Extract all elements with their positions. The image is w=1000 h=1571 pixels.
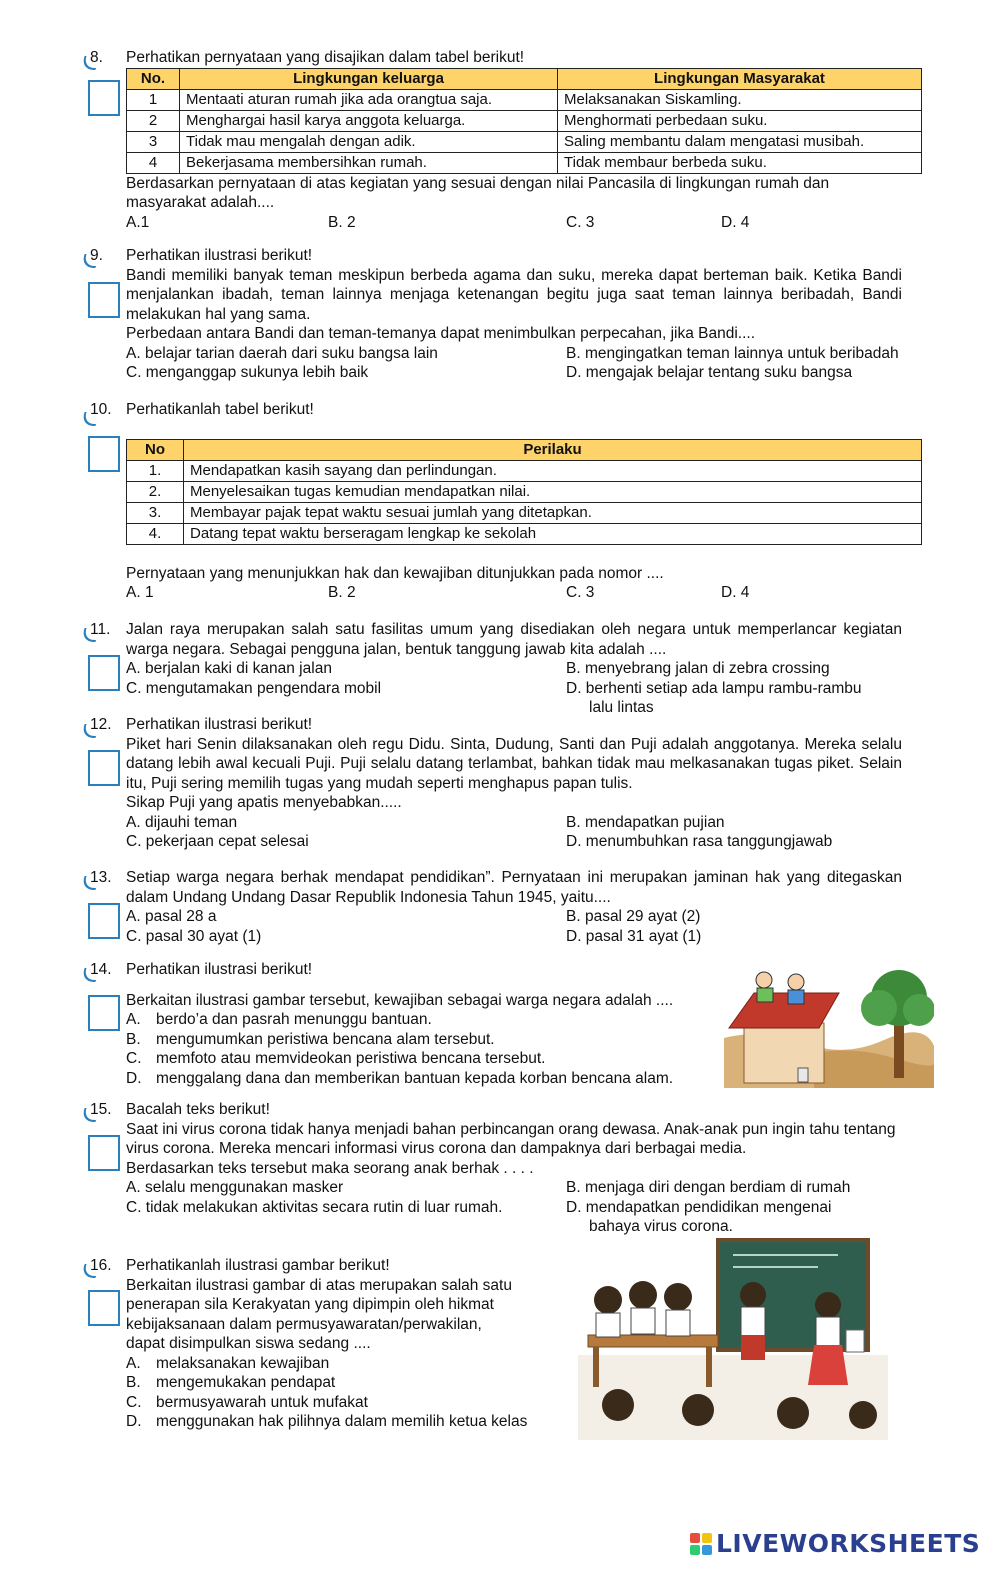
question-passage: Jalan raya merupakan salah satu fasilitas umum yang disediakan oleh negara untuk memperlancar kegiatan warga negara. Sebagai pengguna jalan, bentuk tanggung jawab kita adalah .... [126, 621, 902, 658]
table-cell: Saling membantu dalam mengatasi musibah. [558, 131, 922, 152]
option-key: B. [126, 1374, 141, 1391]
option-text: berdo’a dan pasrah menunggu bantuan. [156, 1011, 432, 1028]
option-key: D. [126, 1413, 142, 1430]
table-cell: Mendapatkan kasih sayang dan perlindungan. [184, 460, 922, 481]
question-passage: Setiap warga negara berhak mendapat pendidikan”. Pernyataan ini merupakan jaminan hak yang ditegaskan dalam Undang Undang Dasar Republik Indonesia Tahun 1945, yaitu.... [126, 869, 902, 906]
option-c: C. pekerjaan cepat selesai [126, 833, 309, 850]
table-row [127, 460, 922, 481]
question-text: Perbedaan antara Bandi dan teman-temanya dapat menimbulkan perpecahan, jika Bandi.... [126, 325, 756, 342]
table-row [127, 152, 922, 173]
option-c: C. pasal 30 ayat (1) [126, 927, 262, 945]
option-a [126, 1010, 746, 1030]
option-b [126, 1030, 746, 1050]
table-row [127, 89, 922, 110]
options-grid [126, 1198, 902, 1218]
table-cell: Datang tepat waktu berseragam lengkap ke sekolah [184, 523, 922, 544]
table-header-family: Lingkungan keluarga [180, 68, 558, 89]
option-text: mengumumkan peristiwa bencana alam tersebut. [156, 1030, 495, 1048]
table-cell: 3 [127, 131, 180, 152]
option-b: B. pasal 29 ayat (2) [566, 908, 701, 925]
option-a: A. belajar tarian daerah dari suku bangsa lain [126, 344, 438, 362]
options-grid [126, 344, 902, 364]
question-prompt: Perhatikanlah ilustrasi gambar berikut! [126, 1257, 390, 1274]
option-b: B. mengingatkan teman lainnya untuk beribadah [566, 344, 899, 362]
question-passage: Piket hari Senin dilaksanakan oleh regu Didu. Sinta, Dudung, Santi dan Puji adalah anggotanya. Mereka selalu datang lebih awal kecuali Puji. Puji selalu datang terlambat, bahkan tidak mau melkasanakan tugas piket. Selain itu, Puji sering memilih tugas yang mudah seperti menghapus papan tulis. [126, 735, 902, 792]
option-c: C. tidak melakukan aktivitas secara rutin di luar rumah. [126, 1198, 503, 1216]
table-cell: 1 [127, 89, 180, 110]
option-c: C. 3 [566, 584, 595, 601]
question-number: 8. [90, 49, 103, 66]
passage-line: kebijaksanaan dalam permusyawaratan/perwakilan, [126, 1315, 482, 1333]
options-grid [126, 832, 902, 852]
option-d [126, 1069, 746, 1089]
table-header-no: No [127, 439, 184, 460]
option-d-continuation: bahaya virus corona. [589, 1218, 733, 1235]
passage-line: dapat disimpulkan siswa sedang .... [126, 1335, 371, 1352]
table-cell: 1. [127, 460, 184, 481]
question-text: Berkaitan ilustrasi gambar tersebut, kewajiban sebagai warga negara adalah .... [126, 991, 674, 1009]
option-a [126, 1354, 576, 1374]
option-key: B. [126, 1030, 141, 1048]
option-d: D. berhenti setiap ada lampu rambu-rambu [566, 679, 862, 697]
option-d: D. menumbuhkan rasa tanggungjawab [566, 833, 833, 850]
option-c [126, 1049, 746, 1069]
option-key: A. [126, 1354, 141, 1372]
question-text: Berdasarkan teks tersebut maka seorang anak berhak . . . . [126, 1159, 534, 1177]
question-number: 16. [90, 1257, 112, 1274]
option-b: B. 2 [328, 213, 356, 231]
question-passage: Saat ini virus corona tidak hanya menjadi bahan perbincangan orang dewasa. Anak-anak pun ingin tahu tentang virus corona. Mereka mencari informasi virus corona dan dampaknya dari berbagai media. [126, 1120, 896, 1157]
table-cell: Melaksanakan Siskamling. [558, 89, 922, 110]
option-b: B. menjaga diri dengan berdiam di rumah [566, 1179, 851, 1196]
liveworksheets-logo [690, 1528, 980, 1560]
option-key: C. [126, 1050, 142, 1067]
question-10 [90, 400, 910, 603]
table-cell: 4 [127, 152, 180, 173]
table-q10 [126, 439, 922, 545]
question-prompt: Bacalah teks berikut! [126, 1101, 270, 1118]
question-11 [90, 620, 910, 718]
table-cell: Tidak membaur berbeda suku. [558, 152, 922, 173]
question-prompt: Perhatikan ilustrasi berikut! [126, 247, 313, 264]
option-text: melaksanakan kewajiban [156, 1354, 330, 1372]
question-passage: Bandi memiliki banyak teman meskipun berbeda agama dan suku, mereka dapat berteman baik. Ketika Bandi menjalankan ibadah, teman lainnya menjaga ketenangan begitu juga saat teman lainnya beribadah, Bandi melakukan hal yang sama. [126, 266, 902, 323]
options-grid [126, 1217, 902, 1237]
question-prompt: Perhatikan ilustrasi berikut! [126, 716, 313, 733]
table-cell: Menghargai hasil karya anggota keluarga. [180, 110, 558, 131]
question-prompt: Perhatikan ilustrasi berikut! [126, 961, 313, 978]
option-key: C. [126, 1393, 142, 1411]
options-grid [126, 679, 902, 699]
option-d: D. mengajak belajar tentang suku bangsa [566, 364, 853, 381]
question-prompt: Perhatikan pernyataan yang disajikan dalam tabel berikut! [126, 49, 525, 66]
option-d: D. 4 [721, 584, 750, 601]
table-cell: Menghormati perbedaan suku. [558, 110, 922, 131]
option-d: D. 4 [721, 213, 750, 231]
option-a: A. selalu menggunakan masker [126, 1179, 344, 1196]
option-key: D. [126, 1069, 142, 1087]
option-key: A. [126, 1011, 141, 1028]
table-cell: 3. [127, 502, 184, 523]
option-a: A. pasal 28 a [126, 908, 217, 925]
table-row [127, 131, 922, 152]
option-c [126, 1393, 576, 1413]
option-text: memfoto atau memvideokan peristiwa bencana tersebut. [156, 1050, 546, 1067]
question-number: 15. [90, 1101, 112, 1118]
option-a: A. berjalan kaki di kanan jalan [126, 660, 332, 677]
options-grid [126, 659, 902, 679]
option-d: D. pasal 31 ayat (1) [566, 927, 702, 945]
option-a: A. 1 [126, 584, 154, 601]
option-b [126, 1373, 576, 1393]
table-header-no: No. [127, 68, 180, 89]
question-12 [90, 715, 910, 852]
option-b: B. mendapatkan pujian [566, 813, 725, 831]
table-cell: Menyelesaikan tugas kemudian mendapatkan nilai. [184, 481, 922, 502]
table-header-behavior: Perilaku [184, 439, 922, 460]
table-cell: 4. [127, 523, 184, 544]
table-row [127, 481, 922, 502]
option-d: D. mendapatkan pendidikan mengenai [566, 1198, 832, 1216]
option-b: B. menyebrang jalan di zebra crossing [566, 660, 830, 677]
option-text: bermusyawarah untuk mufakat [156, 1393, 368, 1411]
table-cell: 2 [127, 110, 180, 131]
passage-line: Berkaitan ilustrasi gambar di atas merupakan salah satu [126, 1276, 512, 1294]
option-c: C. menganggap sukunya lebih baik [126, 364, 369, 381]
question-number: 11. [90, 621, 111, 638]
table-row [127, 502, 922, 523]
table-row [127, 523, 922, 544]
question-prompt: Perhatikanlah tabel berikut! [126, 401, 314, 418]
options-grid [126, 363, 902, 383]
option-text: menggalang dana dan memberikan bantuan kepada korban bencana alam. [156, 1069, 674, 1087]
question-text: Sikap Puji yang apatis menyebabkan..... [126, 794, 402, 811]
option-d-continuation: lalu lintas [589, 699, 654, 716]
classroom-illustration [578, 1235, 888, 1440]
options-grid [126, 907, 902, 927]
options-grid [126, 927, 902, 947]
question-text: Berdasarkan pernyataan di atas kegiatan yang sesuai dengan nilai Pancasila di lingkungan rumah dan masyarakat adalah.... [126, 174, 830, 211]
option-b: B. 2 [328, 584, 356, 601]
option-text: menggunakan hak pilihnya dalam memilih ketua kelas [156, 1413, 528, 1430]
question-text: Pernyataan yang menunjukkan hak dan kewajiban ditunjukkan pada nomor .... [126, 564, 664, 582]
option-c: C. mengutamakan pengendara mobil [126, 679, 382, 697]
question-number: 14. [90, 961, 112, 978]
option-c: C. 3 [566, 213, 595, 231]
table-cell: Tidak mau mengalah dengan adik. [180, 131, 558, 152]
table-header-society: Lingkungan Masyarakat [558, 68, 922, 89]
passage-line: penerapan sila Kerakyatan yang dipimpin oleh hikmat [126, 1296, 494, 1313]
question-8 [90, 48, 910, 232]
question-15 [90, 1100, 910, 1237]
options-row [126, 213, 910, 233]
logo-blocks-icon [690, 1533, 712, 1555]
options-grid [126, 813, 902, 833]
question-number: 9. [90, 247, 103, 264]
option-a: A. dijauhi teman [126, 813, 238, 831]
logo-text: LIVEWORKSHEETS [716, 1529, 981, 1559]
question-13 [90, 868, 910, 946]
question-number: 13. [90, 869, 112, 886]
table-cell: Bekerjasama membersihkan rumah. [180, 152, 558, 173]
table-row [127, 110, 922, 131]
options-row [126, 583, 910, 603]
option-a: A.1 [126, 213, 150, 231]
option-text: mengemukakan pendapat [156, 1374, 336, 1391]
table-cell: Mentaati aturan rumah jika ada orangtua saja. [180, 89, 558, 110]
options-grid [126, 1178, 902, 1198]
question-9 [90, 246, 910, 383]
table-cell: Membayar pajak tepat waktu sesuai jumlah yang ditetapkan. [184, 502, 922, 523]
table-cell: 2. [127, 481, 184, 502]
question-number: 12. [90, 716, 112, 733]
flood-illustration [724, 968, 934, 1088]
table-q8 [126, 68, 922, 174]
option-d [126, 1412, 576, 1432]
question-number: 10. [90, 401, 112, 418]
